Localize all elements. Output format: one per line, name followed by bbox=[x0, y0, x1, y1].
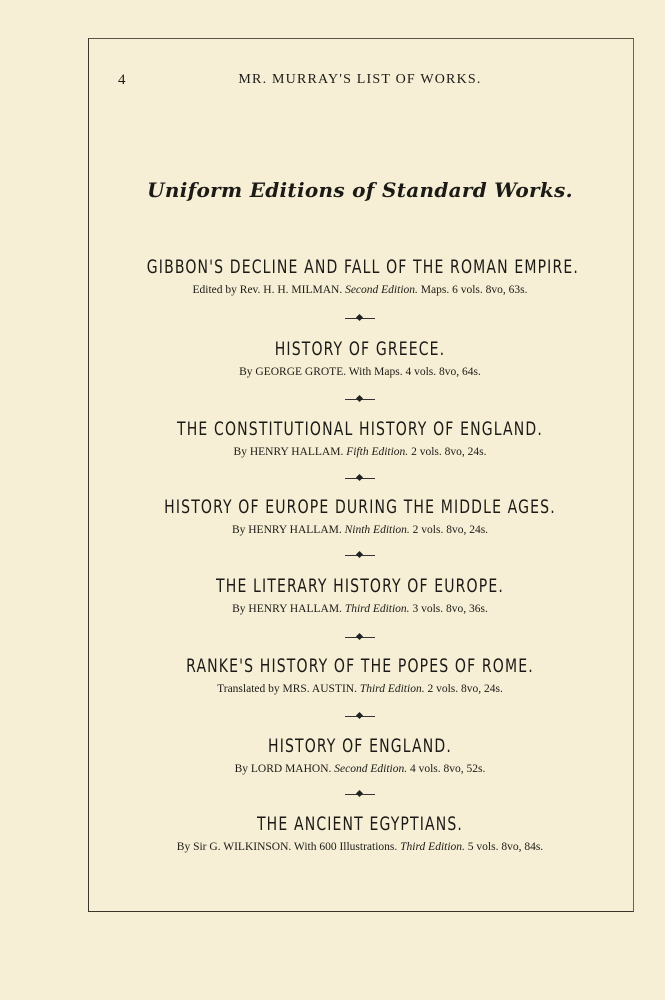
detail-text: By HENRY HALLAM. bbox=[233, 446, 344, 458]
detail-text: 3 vols. 8vo, 36s. bbox=[412, 603, 488, 615]
detail-text: Edited by Rev. H. H. MILMAN. bbox=[192, 284, 343, 296]
detail-text: By LORD MAHON. bbox=[234, 763, 332, 775]
edition-text: Third Edition. bbox=[400, 841, 465, 853]
work-detail bbox=[100, 840, 620, 854]
work-title: HISTORY OF GREECE. bbox=[274, 338, 446, 360]
work-detail bbox=[100, 283, 620, 297]
work-detail bbox=[100, 762, 620, 776]
work-title: THE LITERARY HISTORY OF EUROPE. bbox=[216, 575, 504, 597]
work-title: THE ANCIENT EGYPTIANS. bbox=[256, 813, 464, 835]
detail-text: By HENRY HALLAM. bbox=[232, 603, 342, 615]
work-title: THE CONSTITUTIONAL HISTORY OF ENGLAND. bbox=[177, 418, 543, 440]
page-number: 4 bbox=[118, 72, 126, 88]
separator-ornament bbox=[345, 633, 375, 641]
edition-text: Third Edition. bbox=[359, 683, 425, 695]
separator-ornament bbox=[345, 551, 375, 559]
detail-text: Maps. 6 vols. 8vo, 63s. bbox=[420, 284, 528, 296]
work-detail bbox=[100, 682, 620, 696]
detail-text: 4 vols. 8vo, 52s. bbox=[409, 763, 486, 775]
work-detail bbox=[100, 602, 620, 616]
detail-text: 2 vols. 8vo, 24s. bbox=[427, 683, 503, 695]
separator-ornament bbox=[345, 712, 375, 720]
work-entry bbox=[100, 417, 620, 459]
detail-text: By GEORGE GROTE. With Maps. 4 vols. 8vo, 64s. bbox=[239, 366, 481, 378]
work-title: RANKE'S HISTORY OF THE POPES OF ROME. bbox=[186, 655, 534, 677]
edition-text: Second Edition. bbox=[345, 284, 418, 296]
work-title: HISTORY OF EUROPE DURING THE MIDDLE AGES. bbox=[164, 496, 556, 518]
work-entry bbox=[100, 654, 620, 696]
work-detail bbox=[100, 523, 620, 537]
separator-ornament bbox=[345, 790, 375, 798]
separator-ornament bbox=[345, 474, 375, 482]
detail-text: 5 vols. 8vo, 84s. bbox=[467, 841, 544, 853]
work-detail bbox=[100, 445, 620, 459]
work-entry bbox=[100, 812, 620, 854]
running-head: MR. MURRAY'S LIST OF WORKS. bbox=[238, 72, 482, 87]
work-entry bbox=[100, 734, 620, 776]
detail-text: Translated by MRS. AUSTIN. bbox=[217, 683, 357, 695]
work-entry bbox=[100, 574, 620, 616]
edition-text: Ninth Edition. bbox=[344, 524, 410, 536]
edition-text: Second Edition. bbox=[334, 763, 408, 775]
edition-text: Third Edition. bbox=[344, 603, 410, 615]
detail-text: By Sir G. WILKINSON. With 600 Illustrations. bbox=[176, 841, 398, 853]
detail-text: 2 vols. 8vo, 24s. bbox=[411, 446, 487, 458]
separator-ornament bbox=[345, 395, 375, 403]
work-entry bbox=[100, 337, 620, 379]
work-entry bbox=[100, 255, 620, 297]
edition-text: Fifth Edition. bbox=[346, 446, 409, 458]
detail-text: 2 vols. 8vo, 24s. bbox=[412, 524, 489, 536]
detail-text: By HENRY HALLAM. bbox=[231, 524, 342, 536]
section-heading: Uniform Editions of Standard Works. bbox=[147, 178, 573, 202]
work-entry bbox=[100, 495, 620, 537]
work-title: HISTORY OF ENGLAND. bbox=[268, 735, 452, 757]
work-title: GIBBON'S DECLINE AND FALL OF THE ROMAN EMPIRE. bbox=[146, 256, 579, 278]
separator-ornament bbox=[345, 314, 375, 322]
work-detail bbox=[100, 365, 620, 379]
